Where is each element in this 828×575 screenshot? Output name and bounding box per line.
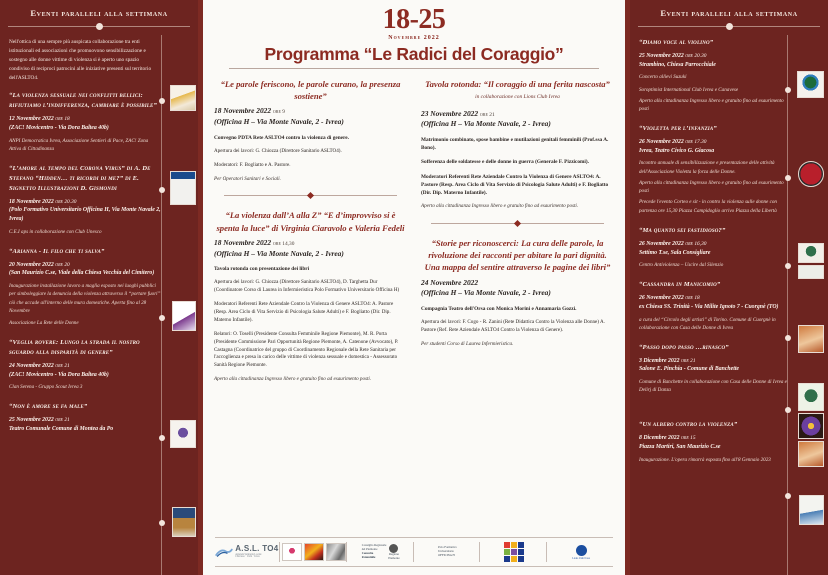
program-panel	[198, 0, 630, 575]
list-item	[639, 38, 791, 113]
event-place: Teatro Comunale Comune di Montea da Po	[9, 426, 114, 433]
left-panel-header: Eventi paralleli alla settimana	[30, 8, 168, 18]
program-entry	[214, 78, 407, 183]
right-timeline-dot	[785, 263, 791, 269]
event-place: (Polo Formativo Universitario Officina H, Via Monte Navale 2, Ivrea)	[9, 207, 161, 222]
entry-footer: Per Operatori Sanitari e Sociali.	[214, 175, 281, 182]
left-timeline-rail	[161, 35, 162, 575]
left-panel-divider	[8, 22, 190, 31]
entry-footer: Aperto alla cittadinanza Ingresso libero e gratuito fino ad esaurimento posti.	[214, 376, 372, 383]
list-item	[639, 343, 791, 395]
event-organizer: C.E.I aps in collaborazione con Club Unesco	[9, 228, 102, 235]
event-organizer: Centro Antiviolenza – Uscire dal Silenzio	[639, 262, 724, 269]
swoosh-icon	[215, 546, 233, 558]
list-item	[9, 164, 161, 236]
left-timeline-dot	[159, 435, 165, 441]
event-poster-thumbnail[interactable]	[798, 413, 824, 439]
program-entry	[421, 237, 614, 349]
left-timeline-dot	[159, 98, 165, 104]
entry-paragraph: Matrimonio combinato, spose bambine e mutilazioni genitali femminili (Prof.ssa A. Bono).	[421, 136, 609, 152]
regione-piemonte-logo: Consiglio Regionale del Piemonte Consulta Femminile Regione Piemonte	[349, 542, 414, 562]
event-place: Salone E. Pinchia - Comune di Banchette	[639, 366, 740, 373]
entry-paragraph: Apertura dei lavori: G. Chiozza (Direttore Sanitario ASLTO4).	[214, 147, 342, 154]
entry-lead: Convegno PDTA Rete ASLTO4 contro la violenza di genere.	[214, 134, 349, 141]
left-panel-intro: Nell'ottica di una sempre più auspicata collaborazione tra enti istituzionali ed associazioni che promuovono sensibilizzazione e sostegno alle donne vittime di violenza si è aperto uno spazio condiviso di reciproci patrocini alle iniziative presenti sul territorio dell'ASLTO4.	[9, 39, 152, 81]
left-panel-body	[0, 35, 198, 575]
program-column-left	[211, 78, 410, 537]
list-item	[639, 280, 791, 332]
entry-paragraph: Moderatori: F. Bogliatto e A. Pastore.	[214, 161, 291, 168]
event-place: (ZAC! Movicentro - Via Dora Baltea 40b)	[9, 124, 109, 131]
page-title: Programma “Le Radici del Coraggio”	[264, 44, 564, 64]
partner-logo-a	[282, 543, 302, 561]
left-timeline-dot	[159, 520, 165, 526]
event-poster-thumbnail[interactable]	[172, 507, 196, 537]
event-place: Ivrea, Teatro Civico G. Giacosa	[639, 147, 715, 154]
entry-paragraph: Moderatori Referenti Rete Aziendale Contro la Violenza di Genere ASLTO4: A. Pastore (Resp. Area Ciclo di Vita Servizio di Psicologia Salute Adulti) e F. Bogliatto (Dir. Dip. Materno Infantile).	[214, 301, 394, 323]
entry-footer: Aperto alla cittadinanza Ingresso libero e gratuito fino ad esaurimento posti.	[421, 203, 579, 210]
event-title: “La violenza sessuale nei conflitti bellici: rifiutiamo l’indifferenza, cambiare è possibile”	[9, 92, 157, 110]
tiles-logo	[482, 542, 547, 562]
event-note: Inaugurazione installazione lavoro a maglia esposto nei luoghi pubblici per simboleggiare la denuncia della violenza attraverso il “portare fuori” ciò che accade all'interno delle mura domestiche. Aperta fino al 28 Novembre	[9, 283, 161, 314]
event-poster-thumbnail[interactable]	[798, 383, 824, 411]
event-poster-thumbnail[interactable]	[798, 243, 824, 263]
event-date: 18 Novembre 2022 ore 20.30	[9, 198, 77, 205]
right-timeline-dot	[785, 87, 791, 93]
event-access: Aperto alla cittadinanza Ingresso libero e gratuito fino ad esaurimento posti	[639, 97, 784, 112]
event-date: 26 Novembre 2022 ore 16,30	[639, 240, 707, 247]
event-date: 12 Novembre 2022 ore 18	[9, 116, 70, 123]
sponsor-logo-strip	[215, 537, 613, 567]
event-title: “Un albero contro la violenza”	[639, 421, 738, 429]
program-month: Novembre 2022	[388, 35, 440, 41]
lions-club-logo	[549, 542, 613, 562]
event-title: “Ma quanto sei fastidioso?”	[639, 226, 726, 234]
entry-lead: Compagnia Teatro dell'Orsa con Monica Morini e Annamaria Gozzi.	[421, 305, 577, 312]
section-divider	[224, 191, 397, 201]
entry-title: “Le parole feriscono, le parole curano, la presenza sostiene”	[220, 79, 401, 102]
event-note: Incontro annuale di sensibilizzazione e presentazione delle attività dell'Associazione Violetta la forza delle Donne.	[639, 160, 775, 175]
left-events-panel	[0, 0, 198, 575]
asl-to4-logo	[215, 542, 280, 562]
event-title: “Passo dopo passo …rinasco”	[639, 343, 729, 351]
left-timeline-dot	[159, 187, 165, 193]
partner-logo-c	[326, 543, 346, 561]
list-item	[9, 247, 161, 327]
entry-venue: (Officina H – Via Monte Navale, 2 - Ivrea)	[421, 119, 551, 129]
entry-paragraph: Sofferenza delle soldatesse e delle donne in guerra (Generale F. Pizzicomi).	[421, 159, 589, 166]
regione-label: Consiglio Regionale del Piemonte Consulta Femminile	[361, 543, 387, 559]
event-poster-thumbnail[interactable]	[170, 420, 196, 448]
left-timeline-dot	[159, 315, 165, 321]
program-column-right	[418, 78, 617, 537]
list-item	[9, 91, 161, 152]
event-title: “Violetta per l’infanzia”	[639, 125, 717, 133]
event-title: “Diamo voce al violino”	[639, 39, 714, 46]
event-organizer: Inaugurazione. L'opera rimarrà esposta fino all'8 Gennaio 2023	[639, 456, 771, 463]
right-timeline-dot	[785, 335, 791, 341]
event-place: (San Maurizio C.se, Viale della Chiesa Vecchia del Cimitero)	[9, 270, 155, 277]
entry-title: Tavola rotonda: “Il coraggio di una ferita nascosta”	[425, 79, 610, 89]
tiles-icon	[504, 542, 524, 562]
program-date-range: 18-25	[382, 4, 446, 35]
event-date: 26 Novembre 2022 ore 17.30	[639, 139, 707, 146]
event-organizer: Comune di Banchette in collaborazione con Casa delle Donne di Ivrea e Delirj di Danza	[639, 379, 787, 394]
right-events-panel	[630, 0, 828, 575]
event-poster-thumbnail[interactable]	[172, 301, 196, 331]
event-date: 8 Dicembre 2022 ore 15	[639, 435, 696, 442]
right-timeline-dot	[785, 493, 791, 499]
event-poster-thumbnail[interactable]	[170, 171, 196, 205]
list-item	[9, 338, 161, 391]
entry-date: 24 Novembre 2022	[421, 277, 479, 287]
entry-paragraph: Relatori: O. Toselli (Presidente Consulta Femminile Regione Piemonte), M. R. Porta (Presidente Commissione Pari Opportunità Regione Piemonte, A. Catenone (Avvocato), P. Castagna (Coordinatrice del gruppo di Coordinamento Regionale della Rete Sanitaria per l'accoglienza e presa in carico delle vittime di violenza sessuale e domestica - Assessorato Sanità Regione Piemonte.	[214, 330, 399, 369]
entry-title: “La violenza dall’A alla Z” “E d’improvviso si è spenta la luce” di Virginia Ciaravolo e Valeria Fedeli	[216, 210, 405, 233]
event-poster-thumbnail[interactable]	[798, 441, 824, 467]
event-date: 24 Novembre 2022 ore 21	[9, 362, 70, 369]
entry-paragraph: Apertura dei lavori: F. Cogo - R. Zanini (Rete Didattica Contro la Violenza alle Donne) A. Pastore (Ref. Rete Aziendale ASLTO4 Contro la Violenza di Genere).	[421, 319, 605, 333]
list-item	[9, 402, 161, 433]
event-title: “L’amore al tempo del Corona Virus” di A. De Stefano “Hidden… ti ricordi di me?” di E. Signetto Illustrazioni D. Gismondi	[9, 164, 151, 192]
right-events-list	[639, 38, 789, 464]
section-divider	[431, 219, 604, 229]
entry-date: 18 Novembre 2022 ore 9	[214, 106, 285, 116]
asl-label: A.S.L. TO4 Azienda Sanitaria Locale Chivasso · Ciriè · Ivrea	[235, 543, 279, 559]
entry-paragraph: Moderatori Referenti Rete Aziendale Contro la Violenza di Genere ASLTO4: A. Pastore (Resp. Area Ciclo di Vita Servizio di Psicologia Salute Adulti) e F. Bogliatto (Dir. Dip. Materno Infantile).	[421, 173, 609, 196]
event-organizer: Clan Serena - Gruppo Scout Ivrea 3	[9, 384, 83, 391]
program-entry	[214, 209, 407, 384]
entry-title: “Storie per riconoscerci: La cura delle parole, la rivoluzione dei racconti per abitare la pari dignità. Una mappa del sentire attraverso le pagine dei libri”	[424, 238, 611, 273]
polo-formativo-logo	[416, 542, 481, 562]
entry-date: 18 Novembre 2022 ore 14,30	[214, 237, 295, 247]
right-timeline-dot	[785, 407, 791, 413]
event-access: Aperto alla cittadinanza Ingresso libero e gratuito fino ad esaurimento posti	[639, 179, 784, 195]
list-item	[639, 124, 791, 215]
program-columns	[203, 69, 625, 537]
event-title: “Cassandra in Manicomio”	[639, 281, 721, 289]
list-item	[639, 420, 791, 463]
right-timeline-dot	[785, 175, 791, 181]
polo-label: Polo Formativo Universitario OFFICINA H	[438, 545, 457, 557]
event-place: ex Chiesa SS. Trinità - Via Milite Ignoto 7 - Cuorgnè (TO)	[639, 303, 779, 310]
right-panel-body	[630, 35, 828, 575]
event-place: (ZAC! Movicentro - Via Dora Baltea 40b)	[9, 371, 109, 378]
left-events-list	[9, 38, 159, 434]
event-title: “Veglia rovere: Lungo la strada il nostro sguardo alla disparità di genere”	[9, 339, 140, 357]
entry-footer: Per studenti Corso di Laurea Infermieristica.	[421, 340, 514, 347]
event-extra: Precede l'evento Corteo e sit - in contro la violenza sulle donne con partenza ore 15,30 Piazza Campidoglio arrivo Piazza della Libertà	[639, 199, 777, 214]
event-note: Concerto allievi Suzuki	[639, 74, 687, 81]
lions-emblem-icon: Lions Club Ivrea	[572, 545, 590, 560]
entry-venue: (Officina H – Via Monte Navale, 2 - Ivrea)	[214, 117, 344, 127]
program-entry	[421, 78, 614, 211]
event-date: 25 Novembre 2022 ore 20.30	[639, 52, 707, 59]
event-title: “Non è amore se fa male”	[9, 403, 88, 411]
right-thumbnail-strip	[792, 35, 824, 575]
entry-venue: (Officina H – Via Monte Navale, 2 - Ivrea)	[214, 248, 344, 258]
entry-venue: (Officina H – Via Monte Navale, 2 - Ivrea)	[421, 288, 551, 298]
entry-date: 23 Novembre 2022 ore 21	[421, 108, 495, 118]
left-thumbnail-strip	[166, 35, 196, 575]
event-date: 26 Novembre 2022 ore 18	[639, 295, 700, 302]
event-poster-thumbnail[interactable]	[798, 265, 824, 279]
event-poster-thumbnail[interactable]	[798, 161, 824, 187]
right-panel-header: Eventi paralleli alla settimana	[660, 8, 798, 18]
event-poster-thumbnail[interactable]	[170, 85, 196, 111]
event-date: 3 Dicembre 2022 ore 21	[639, 357, 696, 364]
entry-subtitle: in collaborazione con Lions Club Ivrea	[475, 94, 560, 101]
event-place: Settimo T.se, Sala Consigliare	[639, 249, 711, 256]
event-poster-thumbnail[interactable]	[797, 71, 824, 98]
event-organizer: a cura del “Circolo degli artisti” di Torino. Comune di Cuorgnè in collaborazione con Casa delle Donne di Ivrea	[639, 316, 776, 331]
event-poster-thumbnail[interactable]	[799, 495, 824, 525]
partner-logo-b	[304, 543, 324, 561]
event-title: “Arianna - Il filo che ti salva”	[9, 247, 105, 255]
entry-paragraph: Apertura dei lavori: G. Chiozza (Direttore Sanitario ASLTO4), D. Targhetta Dur (Coordinatore Corso di Laurea in Infermieristica Polo Formativo Universitario Officina H)	[214, 279, 400, 294]
event-organizer: ANPI Democratica Ivrea, Associazione Sentieri di Pace, ZAC! Zona Attiva di Cittadinanza	[9, 137, 149, 152]
event-date: 20 Novembre 2022 ore 20	[9, 261, 70, 268]
event-poster-thumbnail[interactable]	[798, 325, 824, 353]
partner-logos-group	[282, 542, 347, 562]
event-organizer: Soroptimist International Club Ivrea e Canavese	[639, 86, 739, 93]
right-panel-divider	[638, 22, 820, 31]
event-organizer: Associazione La Rete delle Donne	[9, 320, 79, 327]
list-item	[639, 226, 791, 269]
program-header	[203, 0, 625, 69]
entry-lead: Tavola rotonda con presentazione dei libri	[214, 266, 310, 273]
event-date: 25 Novembre 2022 ore 21	[9, 417, 70, 424]
event-place: Strambino, Chiesa Parrocchiale	[639, 61, 716, 68]
event-place: Piazza Martiri, San Maurizio C.se	[639, 444, 721, 450]
